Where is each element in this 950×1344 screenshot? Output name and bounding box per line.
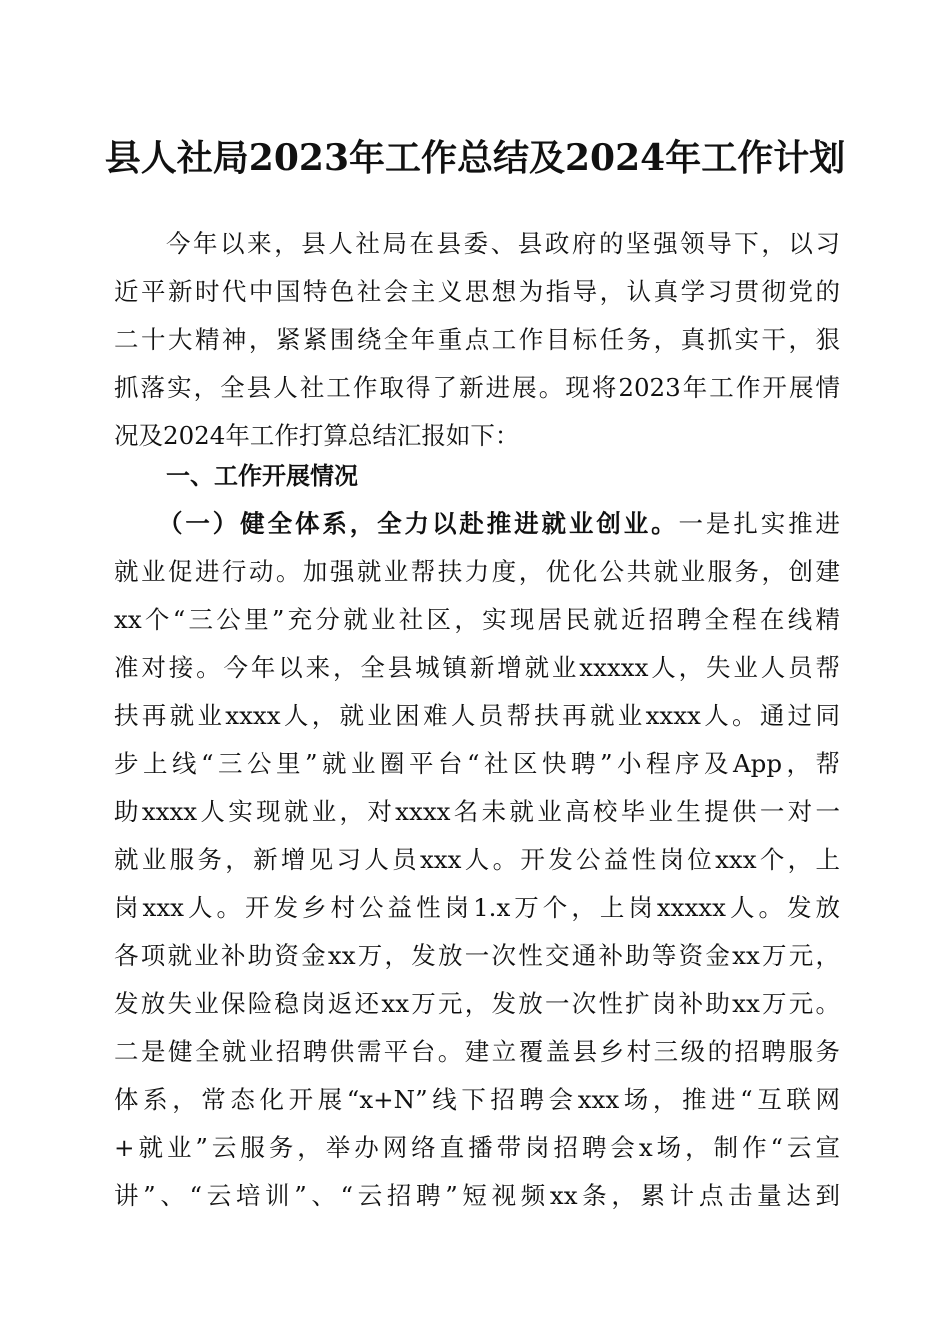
body-line-1: 就业促进行动。加强就业帮扶力度，优化公共就业服务，创建	[114, 557, 840, 586]
intro-line-2: 近平新时代中国特色社会主义思想为指导，认真学习贯彻党的	[114, 277, 840, 306]
intro-line-5: 况及2024年工作打算总结汇报如下：	[114, 421, 520, 450]
subsection-first-line	[158, 500, 840, 548]
body-line-5: 步上线“三公里”就业圈平台“社区快聘”小程序及App，帮	[114, 749, 840, 778]
subsection-heading: （一）健全体系，全力以赴推进就业创业。	[158, 509, 679, 538]
document-title: 县人社局2023年工作总结及2024年工作计划	[104, 137, 846, 179]
subsection-first-line-rest: 一是扎实推进	[678, 509, 840, 538]
body-line-9: 各项就业补助资金xx万，发放一次性交通补助等资金xx万元，	[114, 941, 840, 970]
body-line-4: 扶再就业xxxx人，就业困难人员帮扶再就业xxxx人。通过同	[114, 701, 840, 730]
body-line-13: +就业”云服务，举办网络直播带岗招聘会x场，制作“云宣	[114, 1133, 840, 1162]
body-line-10: 发放失业保险稳岗返还xx万元，发放一次性扩岗补助xx万元。	[114, 989, 840, 1018]
intro-line-3: 二十大精神，紧紧围绕全年重点工作目标任务，真抓实干，狠	[114, 325, 840, 354]
body-line-3: 准对接。今年以来，全县城镇新增就业xxxxx人，失业人员帮	[114, 653, 840, 682]
body-line-6: 助xxxx人实现就业，对xxxx名未就业高校毕业生提供一对一	[114, 797, 840, 826]
intro-line-1: 今年以来，县人社局在县委、县政府的坚强领导下，以习	[166, 229, 840, 258]
body-line-2: xx个“三公里”充分就业社区，实现居民就近招聘全程在线精	[114, 605, 840, 634]
body-line-14: 讲”、“云培训”、“云招聘”短视频xx条，累计点击量达到	[114, 1181, 840, 1210]
body-line-7: 就业服务，新增见习人员xxx人。开发公益性岗位xxx个，上	[114, 845, 840, 874]
body-line-8: 岗xxx人。开发乡村公益性岗1.x万个，上岗xxxxx人。发放	[114, 893, 840, 922]
body-line-12: 体系，常态化开展“x+N”线下招聘会xxx场，推进“互联网	[114, 1085, 840, 1114]
intro-line-4: 抓落实，全县人社工作取得了新进展。现将2023年工作开展情	[114, 373, 840, 402]
section-heading: 一、工作开展情况	[166, 462, 358, 490]
body-line-11: 二是健全就业招聘供需平台。建立覆盖县乡村三级的招聘服务	[114, 1037, 840, 1066]
